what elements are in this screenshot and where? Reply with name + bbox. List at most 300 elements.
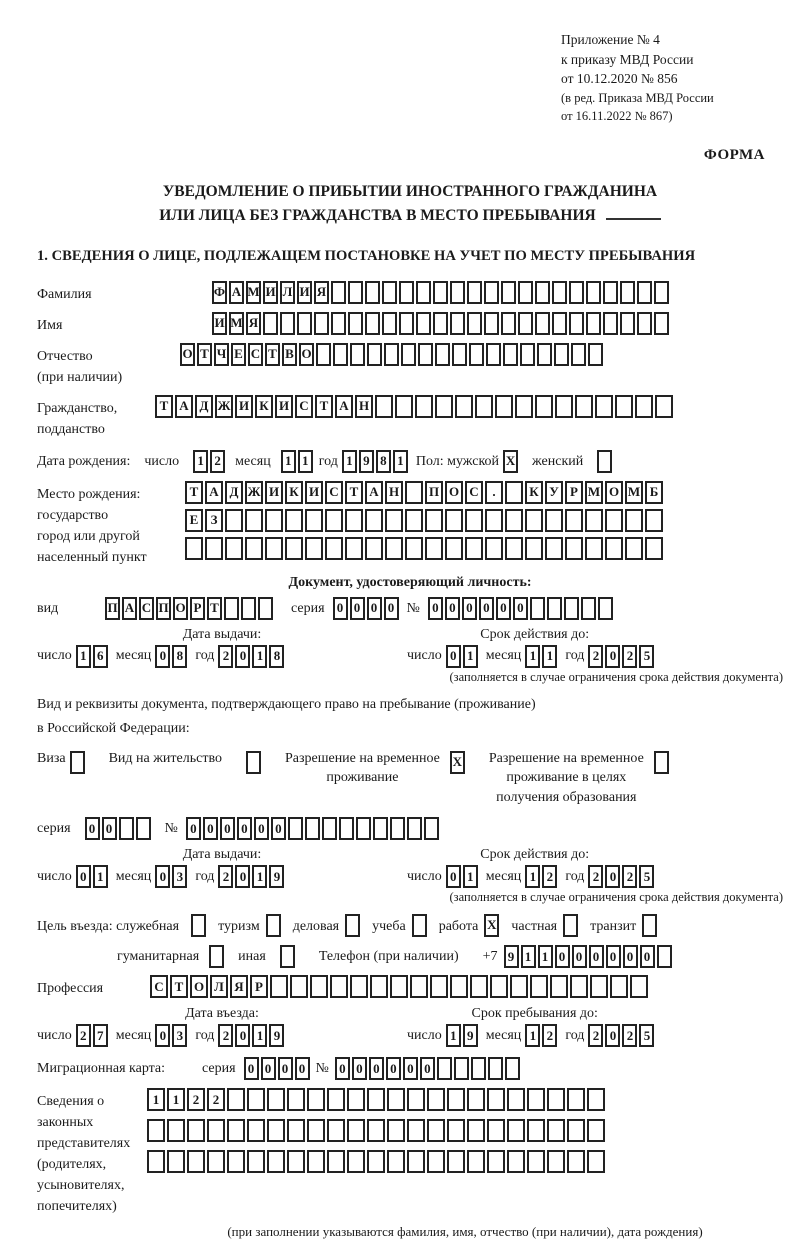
citizenship-label: Гражданство, подданство (37, 400, 118, 437)
form-cell (587, 1150, 605, 1173)
form-cell (588, 343, 603, 366)
purpose-label: Цель въезда: служебная (37, 919, 180, 935)
form-cell (136, 817, 151, 840)
form-cell: Л (210, 975, 228, 998)
form-cell (325, 509, 343, 532)
edu-permit-checkbox (654, 751, 669, 774)
form-cell (387, 1088, 405, 1111)
form-cell: П (156, 597, 171, 620)
form-cell (547, 597, 562, 620)
form-cell: 1 (252, 865, 267, 888)
form-cell (405, 537, 423, 560)
form-cell (488, 1057, 503, 1080)
birth-place-row1-cells (185, 481, 663, 504)
doc-valid-year (588, 645, 654, 668)
form-cell (327, 1088, 345, 1111)
form-cell (147, 1150, 165, 1173)
form-cell: 0 (220, 817, 235, 840)
form-cell: 1 (167, 1088, 185, 1111)
form-cell (570, 975, 588, 998)
form-cell: 1 (542, 645, 557, 668)
form-cell: Е (185, 509, 203, 532)
form-cell (241, 597, 256, 620)
form-cell (147, 1119, 165, 1142)
form-cell: И (212, 312, 227, 335)
form-cell (447, 1150, 465, 1173)
form-cell (507, 1150, 525, 1173)
form-cell: 0 (555, 945, 570, 968)
visa-item (37, 749, 85, 774)
form-cell (535, 395, 553, 418)
form-cell (433, 312, 448, 335)
form-cell (367, 1150, 385, 1173)
form-cell (280, 945, 295, 968)
form-cell (345, 509, 363, 532)
citizenship-cells (155, 395, 673, 418)
form-cell: Р (190, 597, 205, 620)
phone-cells (504, 945, 672, 968)
permit-no-label: № (164, 821, 178, 837)
form-cell (525, 537, 543, 560)
form-cell (450, 312, 465, 335)
form-cell: 0 (623, 945, 638, 968)
form-cell (569, 281, 584, 304)
forma-label: ФОРМА (703, 146, 765, 163)
form-cell (547, 1150, 565, 1173)
form-cell (333, 343, 348, 366)
doc-valid-group: число 0 1 месяц 1 1 год 2 0 2 5 (407, 645, 662, 668)
form-cell: 3 (172, 865, 187, 888)
form-cell: Т (155, 395, 173, 418)
form-cell (655, 395, 673, 418)
form-cell: 1 (147, 1088, 165, 1111)
form-cell (227, 1150, 245, 1173)
form-cell (290, 975, 308, 998)
form-cell: Р (250, 975, 268, 998)
form-cell (187, 1119, 205, 1142)
form-cell (314, 312, 329, 335)
form-cell: М (585, 481, 603, 504)
form-cell: 1 (342, 450, 357, 473)
form-cell (347, 1119, 365, 1142)
form-cell: 2 (622, 1024, 637, 1047)
form-cell: И (263, 281, 278, 304)
entry-month (155, 1024, 187, 1047)
permit-issue-day (76, 865, 108, 888)
form-cell: X (503, 450, 518, 473)
doc-valid-day (446, 645, 478, 668)
form-cell (654, 312, 669, 335)
form-cell (530, 975, 548, 998)
form-cell (465, 509, 483, 532)
residence-permit-item (109, 749, 261, 774)
residence-doc-text2: в Российской Федерации: (37, 720, 190, 736)
doc-seriya-cells (333, 597, 399, 620)
form-cell: 0 (155, 645, 170, 668)
form-cell: 8 (376, 450, 391, 473)
form-cell: И (265, 481, 283, 504)
form-cell: Т (185, 481, 203, 504)
form-cell: 0 (605, 645, 620, 668)
form-cell (563, 914, 578, 937)
visa-label: Виза (37, 750, 66, 766)
form-cell (305, 537, 323, 560)
birth-place-label: Место рождения: государство город или другой населенный пункт (37, 486, 147, 565)
form-cell (350, 975, 368, 998)
form-cell (280, 312, 295, 335)
form-cell (605, 509, 623, 532)
form-cell: 2 (218, 645, 233, 668)
form-cell: 2 (622, 865, 637, 888)
form-cell: 0 (203, 817, 218, 840)
form-cell (245, 509, 263, 532)
form-cell (467, 1088, 485, 1111)
form-cell (370, 975, 388, 998)
migration-card-row (37, 1057, 783, 1080)
form-cell (425, 537, 443, 560)
form-title-line1: УВЕДОМЛЕНИЕ О ПРИБЫТИИ ИНОСТРАННОГО ГРАЖДАНИНА (162, 182, 658, 200)
form-cell: 0 (446, 645, 461, 668)
form-cell (575, 395, 593, 418)
form-cell (525, 509, 543, 532)
form-cell (564, 597, 579, 620)
form-cell (382, 312, 397, 335)
form-cell (416, 312, 431, 335)
form-cell (654, 751, 669, 774)
form-cell (384, 343, 399, 366)
form-cell (597, 450, 612, 473)
form-cell (550, 975, 568, 998)
form-cell: У (545, 481, 563, 504)
form-cell: З (205, 509, 223, 532)
form-cell (527, 1150, 545, 1173)
form-cell (447, 1119, 465, 1142)
form-cell: 0 (605, 865, 620, 888)
form-cell: О (445, 481, 463, 504)
form-cell: 8 (172, 645, 187, 668)
form-cell (637, 312, 652, 335)
form-cell: 1 (193, 450, 208, 473)
form-cell (565, 509, 583, 532)
form-cell (565, 537, 583, 560)
entry-day (76, 1024, 108, 1047)
residence-doc-text1: Вид и реквизиты документа, подтверждающего право на пребывание (проживание) (37, 696, 536, 712)
form-cell: 9 (269, 1024, 284, 1047)
form-cell: 2 (210, 450, 225, 473)
form-cell (527, 1119, 545, 1142)
form-cell: Т (197, 343, 212, 366)
form-cell (191, 914, 206, 937)
doc-no-label: № (406, 600, 420, 616)
form-cell (367, 1088, 385, 1111)
form-cell: М (229, 312, 244, 335)
form-cell (469, 343, 484, 366)
form-cell (390, 817, 405, 840)
form-cell (505, 509, 523, 532)
form-cell: 2 (588, 645, 603, 668)
birth-place-row3-cells (185, 537, 663, 560)
form-cell: 0 (403, 1057, 418, 1080)
form-cell: 0 (244, 1057, 259, 1080)
form-cell (382, 281, 397, 304)
form-cell (547, 1088, 565, 1111)
doc-issue-year (218, 645, 284, 668)
residence-permit-label: Вид на жительство (108, 750, 222, 766)
phone-prefix: +7 (482, 949, 498, 965)
form-cell (447, 1088, 465, 1111)
form-cell (487, 1150, 505, 1173)
form-cell (537, 343, 552, 366)
form-cell (307, 1088, 325, 1111)
form-cell (412, 914, 427, 937)
form-cell (266, 914, 281, 937)
form-cell (365, 509, 383, 532)
form-cell (625, 537, 643, 560)
name-row (37, 312, 783, 336)
form-cell: Т (170, 975, 188, 998)
birth-date-row (37, 450, 783, 473)
form-cell (490, 975, 508, 998)
form-cell (520, 343, 535, 366)
form-cell: Ж (245, 481, 263, 504)
permit-type-row (37, 749, 783, 808)
doc-issue-group: число 1 6 месяц 0 8 год 2 0 1 8 (37, 645, 407, 668)
form-cell (390, 975, 408, 998)
form-cell: 2 (76, 1024, 91, 1047)
form-cell: 0 (186, 817, 201, 840)
form-cell: 0 (386, 1057, 401, 1080)
doc-valid-month (525, 645, 557, 668)
form-cell: С (139, 597, 154, 620)
form-cell: П (425, 481, 443, 504)
form-cell (70, 751, 85, 774)
profession-row (37, 975, 783, 999)
form-cell (567, 1088, 585, 1111)
form-cell (356, 817, 371, 840)
form-cell: Р (565, 481, 583, 504)
form-cell (552, 281, 567, 304)
form-cell: Т (345, 481, 363, 504)
form-cell (331, 312, 346, 335)
year-label: год (318, 453, 338, 469)
edu-permit-label: Разрешение на временное проживание в целях получения образования (488, 750, 644, 805)
form-cell (265, 509, 283, 532)
form-cell (307, 1119, 325, 1142)
form-cell (467, 1150, 485, 1173)
form-cell (407, 1150, 425, 1173)
form-cell (637, 281, 652, 304)
form-cell: К (285, 481, 303, 504)
mig-no-cells (335, 1057, 520, 1080)
form-cell: 0 (420, 1057, 435, 1080)
form-cell (486, 343, 501, 366)
annex-line: (в ред. Приказа МВД России (561, 90, 714, 105)
form-cell: И (235, 395, 253, 418)
form-cell (595, 395, 613, 418)
form-cell: 0 (278, 1057, 293, 1080)
residence-permit-checkbox (246, 751, 261, 774)
form-cell: . (485, 481, 503, 504)
edu-permit-item (489, 749, 669, 808)
form-cell (287, 1119, 305, 1142)
form-cell: К (255, 395, 273, 418)
form-cell (615, 395, 633, 418)
form-cell (288, 817, 303, 840)
form-cell (424, 817, 439, 840)
form-cell: Л (280, 281, 295, 304)
permit-seriya-label: серия (37, 821, 71, 837)
form-cell: И (297, 281, 312, 304)
form-cell: 0 (85, 817, 100, 840)
form-cell: 0 (261, 1057, 276, 1080)
form-cell: О (605, 481, 623, 504)
form-cell (501, 312, 516, 335)
form-cell: М (625, 481, 643, 504)
purpose-private: частная (511, 913, 578, 937)
form-cell (515, 395, 533, 418)
form-cell: А (122, 597, 137, 620)
surname-cells (212, 281, 669, 304)
form-cell: 1 (525, 865, 540, 888)
stay-until-head: Срок пребывания до: (471, 1006, 598, 1022)
form-cell (645, 537, 663, 560)
form-cell (167, 1119, 185, 1142)
form-cell (552, 312, 567, 335)
name-cells (212, 312, 669, 335)
form-cell (425, 509, 443, 532)
form-cell (399, 281, 414, 304)
form-cell: 0 (335, 1057, 350, 1080)
form-cell: 0 (155, 865, 170, 888)
title-blank-underline (606, 206, 661, 220)
temp-permit-item (285, 749, 465, 788)
month-label: месяц (235, 453, 271, 469)
form-cell: 5 (639, 865, 654, 888)
form-cell (227, 1119, 245, 1142)
form-cell: 1 (93, 865, 108, 888)
form-cell (247, 1088, 265, 1111)
form-cell (225, 537, 243, 560)
permit-valid-year (588, 865, 654, 888)
form-cell: 0 (254, 817, 269, 840)
form-cell: 9 (504, 945, 519, 968)
form-cell: 0 (589, 945, 604, 968)
form-cell (327, 1119, 345, 1142)
form-cell: С (465, 481, 483, 504)
temp-permit-label: Разрешение на временное проживание (284, 750, 440, 786)
form-cell: 0 (496, 597, 511, 620)
form-cell (267, 1119, 285, 1142)
form-cell (405, 481, 423, 504)
form-cell: Ф (212, 281, 227, 304)
entry-date-group: число 2 7 месяц 0 3 год 2 0 1 9 (37, 1024, 407, 1047)
permit-issue-month (155, 865, 187, 888)
form-cell: 0 (237, 817, 252, 840)
form-cell (598, 597, 613, 620)
form-cell: 5 (639, 645, 654, 668)
annex-line: Приложение № 4 (561, 32, 660, 47)
form-cell: 0 (445, 597, 460, 620)
form-cell (427, 1119, 445, 1142)
form-cell (635, 395, 653, 418)
sex-female-label: женский (532, 453, 584, 469)
form-cell: 0 (513, 597, 528, 620)
form-cell: X (450, 751, 465, 774)
form-cell (507, 1119, 525, 1142)
form-cell (586, 281, 601, 304)
form-cell (331, 281, 346, 304)
stay-day (446, 1024, 478, 1047)
form-cell (465, 537, 483, 560)
permit-valid-note: (заполняется в случае ограничения срока действия документа) (449, 890, 783, 905)
form-cell (620, 281, 635, 304)
permit-issue-head: Дата выдачи: (182, 847, 262, 863)
annex-line: от 16.11.2022 № 867) (561, 108, 673, 123)
form-cell (367, 343, 382, 366)
form-cell: 2 (542, 1024, 557, 1047)
form-cell (547, 1119, 565, 1142)
form-cell (571, 343, 586, 366)
form-cell (247, 1119, 265, 1142)
form-cell (518, 312, 533, 335)
vid-label: вид (37, 600, 59, 616)
form-cell (285, 509, 303, 532)
form-cell: 0 (572, 945, 587, 968)
form-cell (407, 817, 422, 840)
form-cell (487, 1088, 505, 1111)
form-cell (435, 343, 450, 366)
form-cell (586, 312, 601, 335)
form-cell (401, 343, 416, 366)
form-cell: Ч (214, 343, 229, 366)
form-cell (395, 395, 413, 418)
form-cell (225, 509, 243, 532)
form-cell (207, 1150, 225, 1173)
form-cell: 2 (218, 865, 233, 888)
doc-valid-head: Срок действия до: (480, 626, 590, 642)
form-cell (567, 1150, 585, 1173)
purpose-business: деловая (293, 913, 360, 937)
form-cell (327, 1150, 345, 1173)
form-cell (322, 817, 337, 840)
representatives-note: (при заполнении указываются фамилия, имя, отчество (при наличии), дата рождения) (227, 1224, 703, 1240)
form-cell (427, 1088, 445, 1111)
form-cell: 2 (542, 865, 557, 888)
form-cell (505, 1057, 520, 1080)
form-cell: С (295, 395, 313, 418)
other-label: иная (238, 949, 266, 965)
permit-valid-group: число 0 1 месяц 1 2 год 2 0 2 5 (407, 865, 662, 888)
form-cell (373, 817, 388, 840)
form-cell: 0 (605, 1024, 620, 1047)
form-cell: 2 (207, 1088, 225, 1111)
form-cell (654, 281, 669, 304)
sex-female-checkbox (597, 450, 612, 473)
form-cell (450, 975, 468, 998)
form-cell (348, 281, 363, 304)
form-cell: Е (231, 343, 246, 366)
representatives-row (37, 1088, 783, 1217)
form-cell (530, 597, 545, 620)
form-cell (433, 281, 448, 304)
permit-valid-month (525, 865, 557, 888)
form-cell: 0 (102, 817, 117, 840)
sex-male-checkbox (503, 450, 518, 473)
representatives-label: Сведения о законных представителях (родителях, усыновителях, попечителях) (37, 1094, 131, 1215)
form-cell (535, 281, 550, 304)
form-cell (495, 395, 513, 418)
form-cell (484, 312, 499, 335)
